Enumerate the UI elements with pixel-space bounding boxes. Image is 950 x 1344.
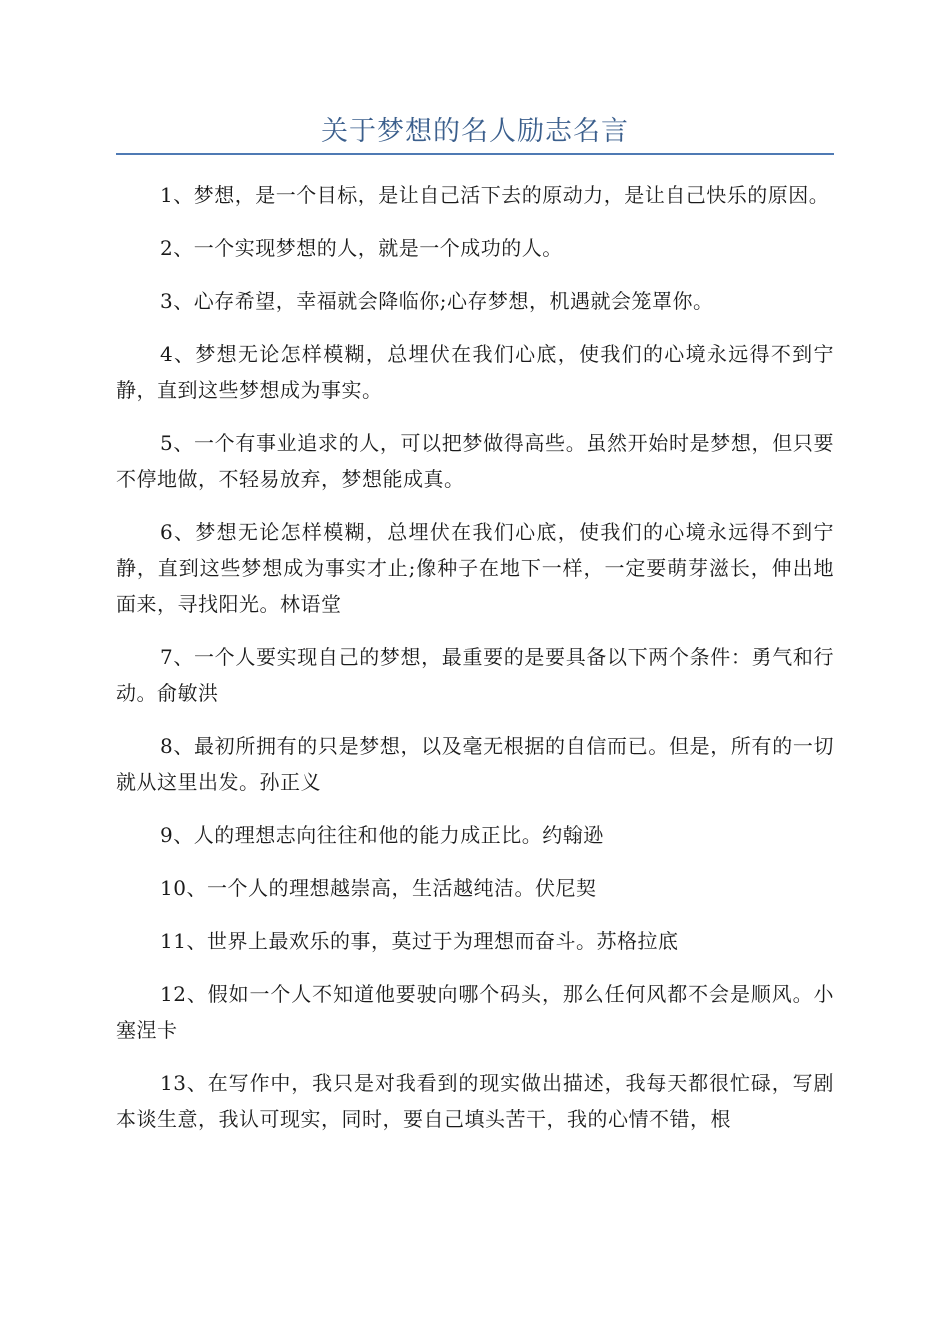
quote-paragraph-5: 5、一个有事业追求的人，可以把梦做得高些。虽然开始时是梦想，但只要不停地做，不轻易放弃，梦想能成真。 <box>116 431 834 491</box>
quote-paragraph-11: 11、世界上最欢乐的事，莫过于为理想而奋斗。苏格拉底 <box>160 929 679 953</box>
page-title: 关于梦想的名人励志名言 <box>321 116 629 147</box>
quote-paragraph-3: 3、心存希望，幸福就会降临你;心存梦想，机遇就会笼罩你。 <box>160 289 714 313</box>
quote-paragraph-2: 2、一个实现梦想的人，就是一个成功的人。 <box>160 236 563 260</box>
title-underline <box>116 153 834 155</box>
quote-paragraph-10: 10、一个人的理想越崇高，生活越纯洁。伏尼契 <box>160 876 597 900</box>
quote-paragraph-12: 12、假如一个人不知道他要驶向哪个码头，那么任何风都不会是顺风。小塞涅卡 <box>116 982 834 1042</box>
quote-paragraph-9: 9、人的理想志向往往和他的能力成正比。约翰逊 <box>160 823 604 847</box>
document-body <box>116 177 834 1154</box>
quote-paragraph-4: 4、梦想无论怎样模糊，总埋伏在我们心底，使我们的心境永远得不到宁静，直到这些梦想成为事实。 <box>116 342 834 402</box>
quote-paragraph-1: 1、梦想，是一个目标，是让自己活下去的原动力，是让自己快乐的原因。 <box>160 183 830 207</box>
quote-paragraph-6: 6、梦想无论怎样模糊，总埋伏在我们心底，使我们的心境永远得不到宁静，直到这些梦想成为事实才止;像种子在地下一样，一定要萌芽滋长，伸出地面来，寻找阳光。林语堂 <box>116 520 834 616</box>
quote-paragraph-13: 13、在写作中，我只是对我看到的现实做出描述，我每天都很忙碌，写剧本谈生意，我认可现实，同时，要自己填头苦干，我的心情不错，根 <box>116 1071 834 1131</box>
quote-paragraph-7: 7、一个人要实现自己的梦想，最重要的是要具备以下两个条件：勇气和行动。俞敏洪 <box>116 645 834 705</box>
quote-paragraph-8: 8、最初所拥有的只是梦想，以及毫无根据的自信而已。但是，所有的一切就从这里出发。孙正义 <box>116 734 834 794</box>
